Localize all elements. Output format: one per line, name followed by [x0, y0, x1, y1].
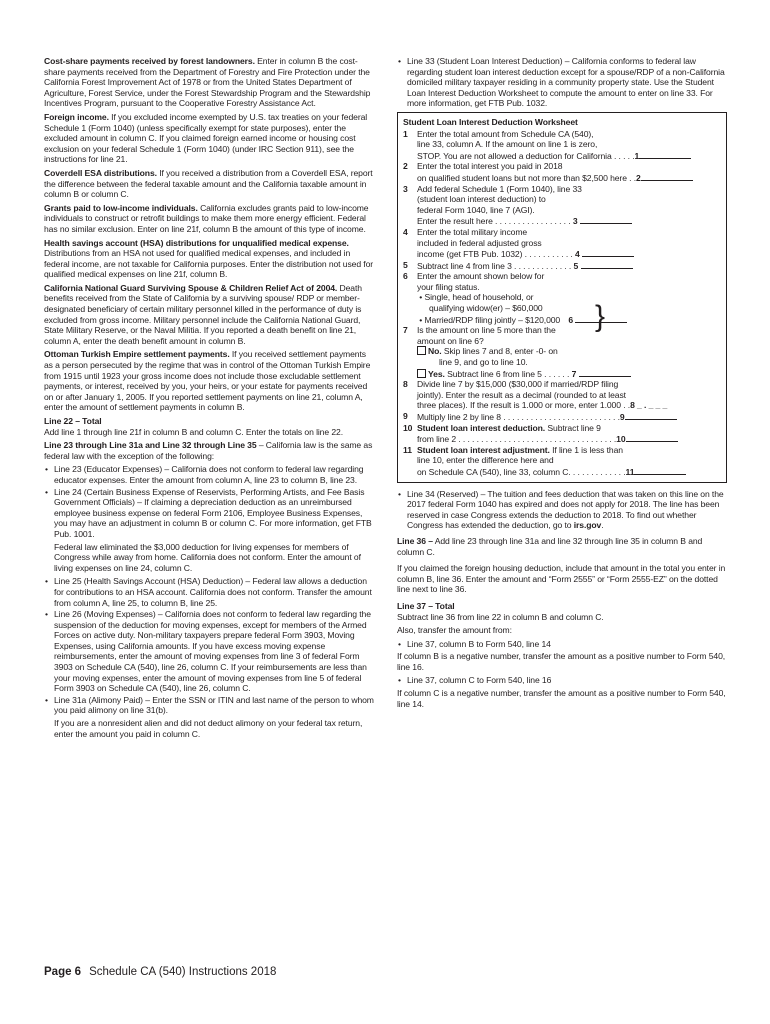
line36-paragraph: [397, 536, 727, 557]
worksheet-row-4: [403, 227, 720, 260]
answer-number: 4: [574, 249, 580, 260]
grants-heading: Grants paid to low-income individuals.: [44, 202, 198, 213]
foreign-income-heading: Foreign income.: [44, 111, 109, 122]
line33-item: • Line 33 (Student Loan Interest Deduction) – California conforms to federal law regarding student loan interest deduction except for a spouse/RDP of a non-California domiciled military taxpayer residing in a community property state. Use the Student Loan Interest Deduction Worksheet to compute the amount to enter on line 33. For more information, get FTB Pub. 1032.: [397, 56, 727, 109]
row-text: Skip lines 7 and 8, enter -0- on: [441, 346, 558, 357]
list-item: • Line 37, column B to Form 540, line 14: [397, 639, 727, 650]
row-text: income (get FTB Pub. 1032) . . . . . . . . . . .: [417, 249, 573, 260]
row-text: Enter the total interest you paid in 2018: [417, 161, 563, 172]
status-single: • Single, head of household, or: [417, 292, 534, 303]
row-text: your filing status.: [417, 281, 480, 292]
exception-list-2: [44, 576, 374, 716]
row-text: Subtract line 9: [545, 422, 601, 433]
grants-text: California excludes grants paid to low-income individuals to construct or retrofit buildings to make them more energy efficient. Federal has no similar exclusion. Enter on line 21f, column B the amount of this type of income.: [44, 202, 369, 234]
left-column: [44, 56, 374, 742]
row-answer-line: [417, 368, 720, 380]
bullet24-note: Federal law eliminated the $3,000 deduction for living expenses for members of Congress while away from home. California does not conform. Enter the amount of living expenses on line 24, column C.: [54, 541, 361, 573]
answer-number: 5: [573, 260, 579, 271]
decimal-answer[interactable]: 8 _ . _ _ _: [630, 400, 668, 411]
brace-icon: }: [595, 300, 605, 334]
row-text: amount on line 6?: [417, 335, 484, 346]
row-number: 9: [403, 411, 408, 421]
row-number: 2: [403, 161, 408, 172]
row-number: 10: [403, 422, 413, 433]
list-item: • Line 24 (Certain Business Expense of Reservists, Performing Artists, and Fee Basis Government Officials) – If claiming a depreciation deduction as an unreimbursed employee business expense on federal Form 2106, Employee Business Expenses, you may have an adjustment in column B or column C. For more information, get FTB Pub. 1001.: [44, 487, 374, 540]
hsa-heading: Health savings account (HSA) distributions for unqualified medical expense.: [44, 237, 349, 248]
student-loan-worksheet: [397, 112, 727, 483]
row-text-line: [417, 445, 720, 456]
no-option: [417, 346, 720, 357]
no-label: No.: [428, 346, 442, 357]
row-text: qualifying widow(er) – $60,000: [429, 303, 543, 314]
page-footer: [44, 966, 276, 978]
row-text: federal Form 1040, line 7 (AGI).: [417, 204, 535, 215]
guard-heading: California National Guard Surviving Spouse & Children Relief Act of 2004.: [44, 282, 338, 293]
list-item: • Line 25 (Health Savings Account (HSA) Deduction) – Federal law allows a deduction for contributions to an HSA account. California does not conform. Transfer the amount from column A, line 25, to column B, line 25.: [44, 576, 374, 608]
yes-label: Yes.: [428, 368, 445, 379]
line37-heading: Line 37 – Total: [397, 600, 455, 611]
row-text: on Schedule CA (540), line 33, column C. . . . . . . . . . . . .: [417, 466, 626, 477]
row-number: 8: [403, 379, 408, 390]
worksheet-row-11: [403, 445, 720, 478]
row-answer-line: [417, 150, 720, 162]
row-text: on qualified student loans but not more than $2,500 here . .: [417, 172, 637, 183]
row-text: Single, head of household, or: [424, 292, 534, 303]
page-number: Page 6: [44, 966, 82, 978]
row-text: Enter the amount shown below for: [417, 271, 545, 282]
row-text: Enter the total amount from Schedule CA (540),: [417, 128, 594, 139]
worksheet-row-7: [403, 325, 720, 379]
row-answer-line: [417, 466, 720, 478]
answer-blank[interactable]: [626, 433, 678, 442]
foreign-housing-paragraph: If you claimed the foreign housing deduction, include that amount in the total you enter in column B, line 36. Enter the amount and “Form 2555” or “Form 2555-EZ” on the dotted line next to line 36.: [397, 563, 726, 595]
line36-heading: Line 36 –: [397, 535, 433, 546]
cost-share-paragraph: [44, 56, 374, 109]
list-item: • Line 37, column C to Form 540, line 16: [397, 675, 727, 686]
row-text: line 33, column A. If the amount on line 1 is zero,: [417, 139, 598, 150]
answer-number: 11: [625, 466, 635, 477]
row-text-line: [417, 423, 720, 434]
answer-number: 6: [568, 314, 574, 325]
worksheet-row-8: [403, 379, 720, 411]
coverdell-heading: Coverdell ESA distributions.: [44, 167, 157, 178]
line37-text: Subtract line 36 from line 22 in column B and column C.: [397, 611, 604, 622]
list-item: • Line 31a (Alimony Paid) – Enter the SSN or ITIN and last name of the person to whom you paid alimony on line 31(b).: [44, 695, 374, 716]
no-checkbox[interactable]: [417, 346, 426, 355]
line36-text: Add line 23 through line 31a and line 32 through line 35 in column B and column C.: [397, 535, 703, 557]
also-text: Also, transfer the amount from:: [397, 625, 512, 636]
answer-number: 9: [619, 412, 625, 422]
answer-number: 10: [616, 434, 626, 445]
row-answer-line: [417, 433, 720, 445]
row-number: 4: [403, 226, 408, 237]
ottoman-text: If you received settlement payments as a person persecuted by the regime that was in control of the Ottoman Turkish Empire from 1915 until 1923 your gross income does not include those excludable settlement payments, or interest, received by you, your heirs, or your estate for payments received on or after January 1, 2005. If you reported settlement payments on line 21, column A, enter the amount of settlement payments in column B.: [44, 349, 371, 413]
row-number: 1: [403, 128, 408, 139]
list-item: • Line 26 (Moving Expenses) – California does not conform to federal law regarding the suspension of the deduction for moving expenses, except for members of the Armed Forces on active duty. Non-military taxpayers prepare federal Form 3903, Moving Expenses, using California amounts. If you have excess moving expense reimbursements, enter the amount of moving expenses from line 3 of federal Form 3903 on Schedule CA (540), line 26, column C. If your reimbursements are less than your moving expenses, enter the amount of moving expenses from line 5 of federal Form 3903 on Schedule CA (540), line 26, column C.: [44, 609, 374, 694]
row-text: Multiply line 2 by line 8 . . . . . . . . . . . . . . . . . . . . . . . . . .: [417, 412, 620, 422]
answer-blank[interactable]: [625, 411, 677, 420]
exception-list: [44, 464, 374, 539]
line22-text: Add line 1 through line 21f in column B and column C. Enter the totals on line 22.: [44, 426, 343, 437]
worksheet-row-9: [403, 411, 720, 423]
answer-blank[interactable]: [639, 150, 691, 159]
row-number: 6: [403, 271, 408, 282]
row-answer-line: [417, 400, 720, 411]
hsa-paragraph: [44, 238, 374, 280]
row-text: included in federal adjusted gross: [417, 237, 542, 248]
line34-period: .: [601, 520, 604, 531]
row-text: three places). If the result is 1.000 or more, enter 1.000 . .: [417, 400, 631, 411]
row-text: Enter the total military income: [417, 226, 528, 237]
answer-blank[interactable]: [579, 368, 631, 377]
row-number: 3: [403, 183, 408, 194]
answer-number: 2: [636, 172, 641, 183]
neg-c-paragraph: If column C is a negative number, transfer the amount as a positive number to Form 540, line 14.: [397, 688, 726, 709]
row-text: Enter the result here . . . . . . . . . . . . . . . . .: [417, 216, 571, 227]
row-answer-line: [417, 248, 720, 260]
footer-title: Schedule CA (540) Instructions 2018: [89, 966, 277, 978]
answer-number: 1: [634, 150, 640, 161]
row-number: 5: [403, 259, 408, 270]
row-text: Is the amount on line 5 more than the: [417, 325, 556, 336]
line23-heading: Line 23 through Line 31a and Line 32 through Line 35: [44, 440, 257, 451]
transfer-list-b: [397, 639, 727, 650]
worksheet-row-3: [403, 184, 720, 227]
foreign-income-paragraph: [44, 112, 374, 165]
ottoman-paragraph: [44, 349, 374, 413]
guard-text: Death benefits received from the State of California by a surviving spouse/ RDP or member-designated beneficiary of certain military personnel killed in the performance of duty is excluded from gross income. Military personnel include the California National Guard, State Military Reserve, or the Naval Militia. If you reported a death benefit on line 21, column A, enter the death benefit amount in column B.: [44, 282, 362, 346]
row-number: 11: [403, 444, 412, 455]
row-text: line 9, and go to line 10.: [439, 357, 528, 368]
row-text: Subtract line 6 from line 5 . . . . . .: [444, 368, 570, 379]
row-text: Subtract line 4 from line 3 . . . . . . . . . . . . .: [417, 260, 572, 271]
row-text: line 10, enter the difference here and: [417, 455, 554, 466]
worksheet-title: Student Loan Interest Deduction Worksheet: [403, 116, 578, 127]
answer-blank[interactable]: [580, 215, 632, 224]
row-bold-text: Student loan interest deduction.: [417, 422, 546, 433]
neg-b-paragraph: If column B is a negative number, transfer the amount as a positive number to Form 540, line 16.: [397, 651, 726, 672]
answer-number: 7: [571, 368, 577, 379]
coverdell-text: If you received a distribution from a Coverdell ESA, report the difference between the federal taxable amount and the California taxable amount in column B or column C.: [44, 167, 373, 200]
worksheet-row-5: [403, 260, 720, 272]
row-text: jointly). Enter the result as a decimal (rounded to at least: [417, 389, 626, 400]
foreign-income-text: If you excluded income exempted by U.S. tax treaties on your federal Schedule 1 (Form 1040) (unless specifically exempt for state purposes), enter the excluded amount in column C. If you claimed foreign earned income or housing cost exclusion on your federal Schedule 1 (Form 1040) (under IRC Section 911), see the instructions for line 21.: [44, 111, 368, 165]
line34-text: Line 34 (Reserved) – The tuition and fees deduction that was taken on this line on the 2017 federal Form 1040 has expired and does not apply for 2018. The line has been reserved in case Congress extends the deduction to 2018. To find out whether Congress has extended the deduction, go to: [407, 488, 724, 531]
guard-paragraph: [44, 283, 374, 347]
row-text: Married/RDP filing jointly – $120,000: [424, 314, 561, 325]
row-answer-line: [417, 215, 720, 227]
coverdell-paragraph: [44, 168, 374, 200]
worksheet-row-2: [403, 161, 720, 183]
row-text: If line 1 is less than: [549, 444, 623, 455]
answer-blank[interactable]: [634, 466, 686, 475]
line22-heading: Line 22 – Total: [44, 416, 102, 426]
irs-link[interactable]: irs.gov: [573, 520, 602, 531]
row-answer-line: • Married/RDP filing jointly – $120,000 6: [417, 314, 720, 326]
line23-paragraph: [44, 440, 374, 461]
cost-share-heading: Cost-share payments received by forest landowners.: [44, 56, 255, 66]
line34-item: [397, 489, 727, 531]
row-text: from line 2 . . . . . . . . . . . . . . . . . . . . . . . . . . . . . . . . . . .: [417, 434, 617, 445]
row-answer-line: [417, 260, 720, 272]
cost-share-text: Enter in column B the cost-share payments received from the Department of Forestry and Fire Protection under the California Forest Improvement Act of 1978 or from the United States Department of Agriculture, Forest Service, under the Forest Stewardship Program and the Stewardship Incentives Program, pursuant to the Cooperative Forestry Assistance Act.: [44, 56, 371, 109]
row-text: (student loan interest deduction) to: [417, 194, 546, 205]
ottoman-heading: Ottoman Turkish Empire settlement payments.: [44, 349, 230, 360]
answer-blank[interactable]: [581, 260, 633, 269]
line34-list: [397, 489, 727, 531]
answer-blank[interactable]: [582, 248, 634, 257]
worksheet-row-10: [403, 423, 720, 445]
right-column: [397, 56, 727, 712]
grants-paragraph: [44, 203, 374, 235]
answer-blank[interactable]: [641, 172, 693, 181]
transfer-list-c: [397, 675, 727, 686]
row-answer-line: [417, 172, 720, 184]
answer-number: 3: [572, 216, 578, 227]
row-number: 7: [403, 325, 408, 336]
hsa-text: Distributions from an HSA not used for qualified medical expenses, and included in federal income, are not taxable for California purposes. Enter the distribution not used for qualified medical expenses on line 21f, column B.: [44, 248, 374, 280]
yes-checkbox[interactable]: [417, 369, 426, 378]
row-text: Divide line 7 by $15,000 ($30,000 if married/RDP filing: [417, 379, 619, 390]
list-item: • Line 23 (Educator Expenses) – California does not conform to federal law regarding educator expenses. Enter the amount from column A, line 23 to column B, line 23.: [44, 464, 374, 485]
row-text: STOP. You are not allowed a deduction for California . . . . .: [417, 150, 635, 161]
line33-list: [397, 56, 727, 109]
bullet31-note: If you are a nonresident alien and did not deduct alimony on your federal tax return, enter the amount you paid in column C.: [54, 718, 363, 739]
row-answer-line: [417, 411, 720, 423]
worksheet-row-1: [403, 129, 720, 162]
row-text: Add federal Schedule 1 (Form 1040), line 33: [417, 183, 582, 194]
row-bold-text: Student loan interest adjustment.: [417, 444, 550, 455]
line23-text: – California law is the same as federal law with the exception of the following:: [44, 440, 373, 461]
